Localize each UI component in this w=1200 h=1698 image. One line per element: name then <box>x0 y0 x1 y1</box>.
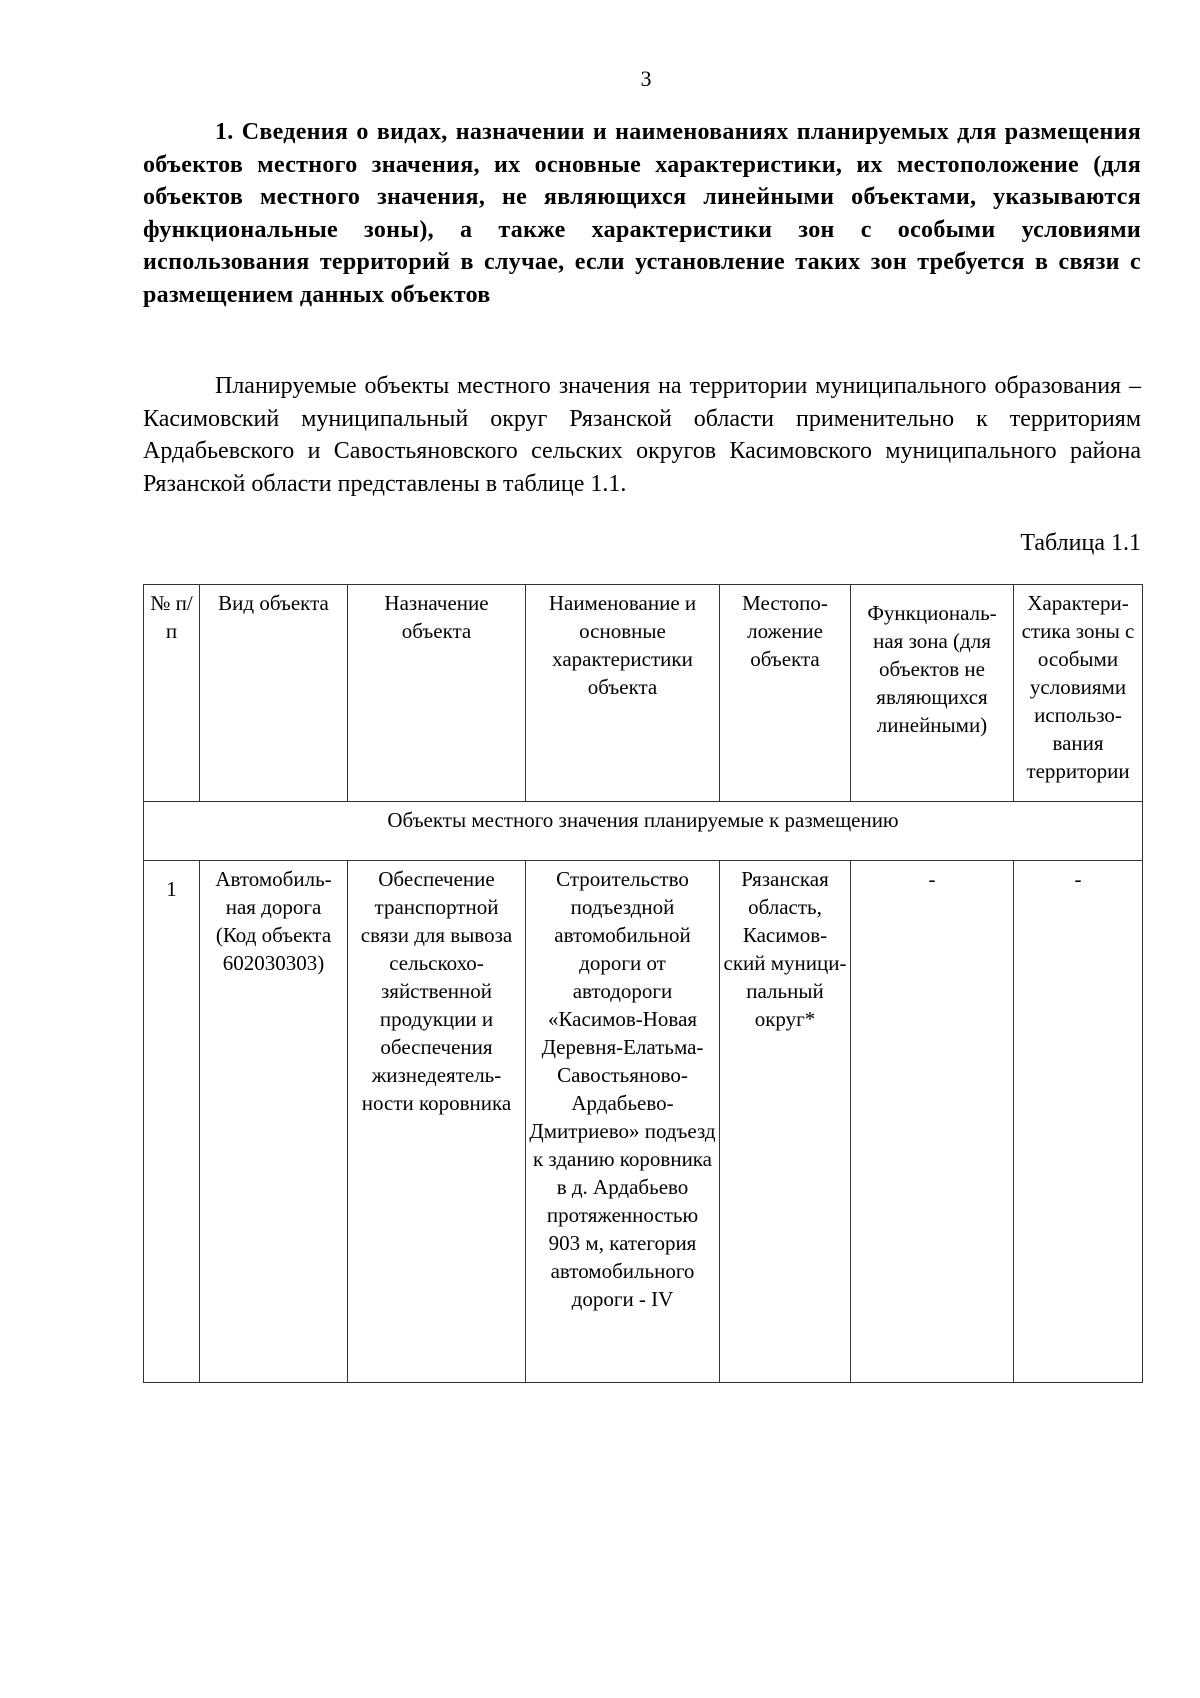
header-cell-zone: Функциональ-ная зона (для объектов не являющихся линейными) <box>851 585 1014 802</box>
table-section-row <box>144 802 1143 861</box>
cell-zone: - <box>851 861 1014 1383</box>
header-cell-name: Наименование и основные характеристики объекта <box>526 585 720 802</box>
intro-paragraph: Планируемые объекты местного значения на территории муниципального образования – Касимовский муниципальный округ Рязанской области применительно к территориям Ардабьевского и Савостьяновского сельских округов Касимовского муниципального района Рязанской области представлены в таблице 1.1. <box>143 373 1141 497</box>
cell-number: 1 <box>144 861 200 1383</box>
header-cell-type: Вид объекта <box>200 585 348 802</box>
cell-type: Автомобиль-ная дорога (Код объекта 602030303) <box>200 861 348 1383</box>
table-caption: Таблица 1.1 <box>1020 530 1141 556</box>
page-number: 3 <box>640 66 652 91</box>
header-cell-number: № п/п <box>144 585 200 802</box>
cell-name: Строительство подъездной автомобильной дороги от автодороги «Касимов-Новая Деревня-Елатьма-Савостьяново-Ардабьево-Дмитриево» подъезд к зданию коровника в д. Ардабьево протяженностью 903 м, категория автомобильного дороги - IV <box>526 861 720 1383</box>
table-header-row <box>144 585 1143 802</box>
section-heading: 1. Сведения о видах, назначении и наименованиях планируемых для размещения объектов местного значения, их основные характеристики, их местоположение (для объектов местного значения, не являющихся линейными объектами, указываются функциональные зоны), а также характеристики зон с особыми условиями использования территорий в случае, если установление таких зон требуется в связи с размещением данных объектов <box>143 119 1141 308</box>
header-cell-restrictions: Характери-стика зоны с особыми условиями использо-вания территории <box>1014 585 1143 802</box>
objects-table <box>143 584 1143 1383</box>
cell-location: Рязанская область, Касимов-ский муници-пальный округ* <box>720 861 851 1383</box>
section-title: Объекты местного значения планируемые к размещению <box>144 802 1143 861</box>
header-cell-location: Местопо-ложение объекта <box>720 585 851 802</box>
table-row <box>144 861 1143 1383</box>
cell-purpose: Обеспечение транспортной связи для вывоза сельскохо-зяйственной продукции и обеспечения жизнедеятель-ности коровника <box>348 861 526 1383</box>
header-cell-purpose: Назначение объекта <box>348 585 526 802</box>
cell-restrictions: - <box>1014 861 1143 1383</box>
